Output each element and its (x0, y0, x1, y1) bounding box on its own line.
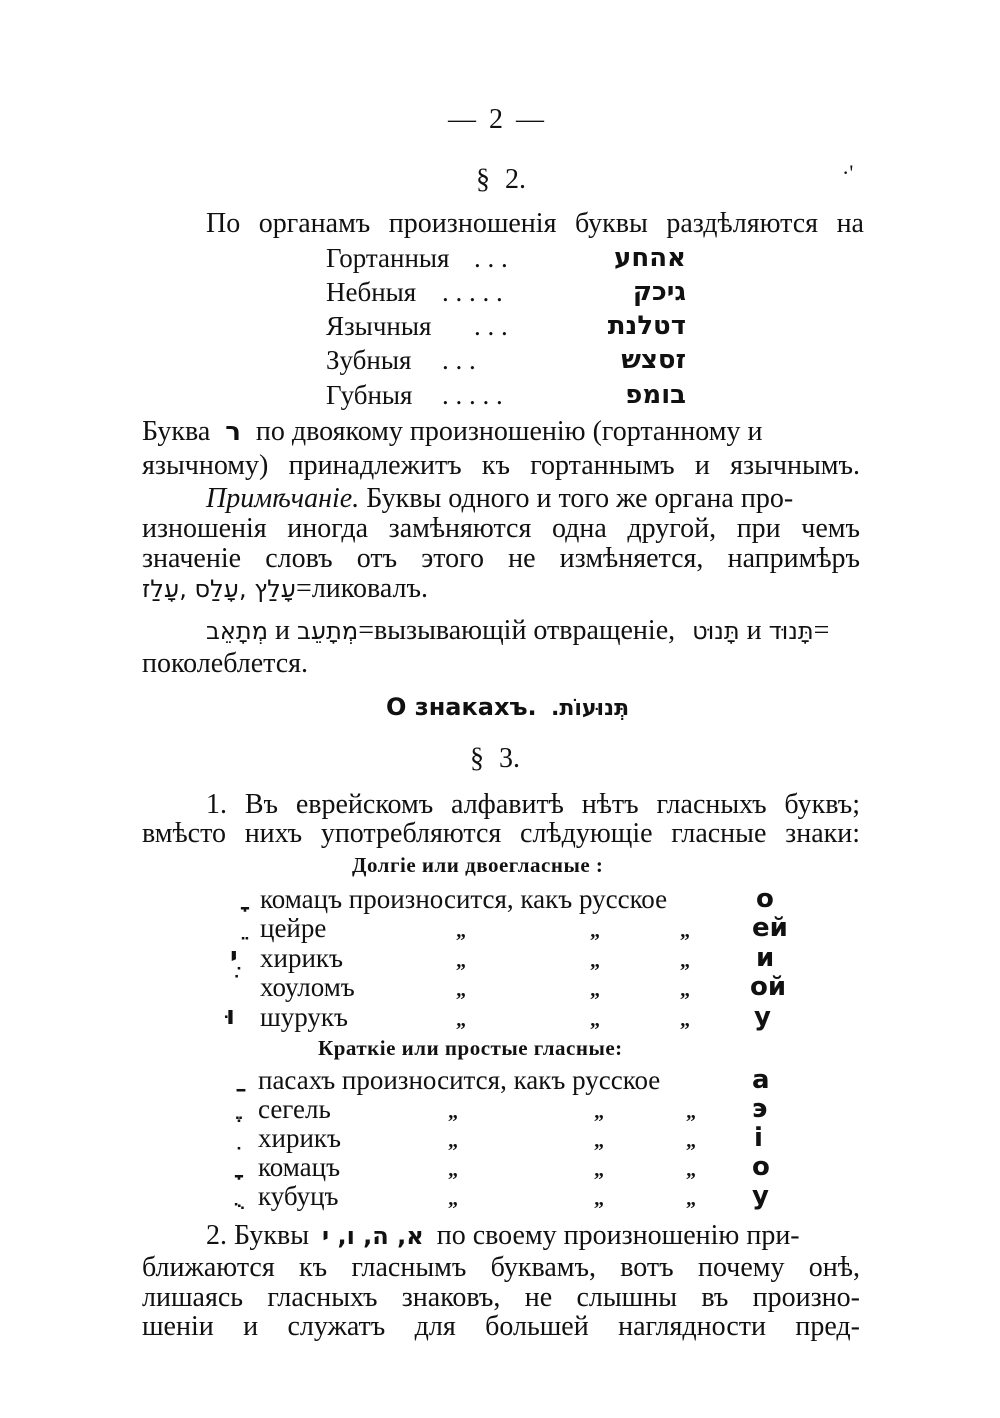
russian-sound: у (754, 1002, 771, 1032)
ditto-mark: „ (456, 950, 466, 972)
vowel-name: шурукъ (260, 1002, 349, 1032)
signs-heading (386, 693, 629, 721)
example-hebrew: תָּנוּד (768, 617, 814, 645)
ditto-mark: „ (456, 979, 466, 1001)
vowel-name: хирикъ (260, 943, 343, 973)
section-3-p2-line-3: лишаясь гласныхъ знаковъ, не слышны въ произно- (142, 1282, 860, 1313)
section-3-heading: § 3. (470, 743, 520, 774)
leader-dots: . . . (474, 243, 508, 273)
ditto-mark: „ (686, 1159, 696, 1181)
example-hebrew: מְתָאֵב (206, 617, 268, 645)
ditto-mark: „ (594, 1101, 604, 1123)
ditto-mark: „ (686, 1188, 696, 1210)
text: Буква (142, 416, 211, 447)
ditto-mark: „ (594, 1188, 604, 1210)
russian-sound: о (752, 1152, 770, 1182)
text: = (813, 615, 830, 646)
vowel-name: сегель (258, 1094, 331, 1124)
letter-group-name: Гортанныя (326, 243, 450, 273)
signs-heading-hebrew: תְּנוּעוֹת. (550, 696, 630, 721)
text: Буквы одного и того же органа про- (366, 483, 794, 514)
corner-mark: ·' (842, 160, 854, 185)
hebrew-letters: אהחע (614, 243, 686, 273)
russian-sound: ей (752, 913, 788, 943)
vowel-name: кубуцъ (258, 1181, 339, 1211)
example-hebrew: עָלַץ ,עָלַס ,עָלַז (142, 575, 297, 603)
hebrew-letters: גיכק (632, 277, 686, 307)
example-meaning: =вызывающій отвращеніе, (358, 615, 676, 646)
resh-paragraph-line-1 (142, 416, 860, 448)
note-label: Примѣчаніе. (206, 483, 360, 514)
leader-dots: . . . (442, 345, 476, 375)
text: по двоякому произношенію (гортанному и (255, 416, 763, 447)
example-3-meaning: поколеблется. (142, 648, 309, 679)
ditto-mark: „ (448, 1159, 458, 1181)
vowel-mark: ִי (230, 942, 238, 972)
ditto-mark: „ (594, 1159, 604, 1181)
ditto-mark: „ (590, 950, 600, 972)
ditto-mark: „ (590, 920, 600, 942)
section-2-intro: По органамъ произношенія буквы раздѣляются на (206, 208, 864, 239)
example-2 (206, 615, 829, 647)
note-line-1 (206, 483, 860, 515)
text: 2. Буквы (206, 1220, 310, 1251)
letter-group-name: Зубныя (326, 345, 412, 375)
example-hebrew: תָּנוּט (692, 617, 740, 645)
hebrew-letters: זסצש (621, 345, 686, 375)
ditto-mark: „ (448, 1188, 458, 1210)
ditto-mark: „ (448, 1130, 458, 1152)
section-3-p1-line-2: вмѣсто нихъ употребляются слѣдующіе гласные знаки: (142, 818, 860, 849)
resh-letter: ר (225, 417, 241, 447)
ditto-mark: „ (448, 1101, 458, 1123)
page-number: — 2 — (448, 104, 547, 135)
letter-group-name: Губныя (326, 380, 413, 410)
signs-heading-text: О знакахъ. (386, 693, 537, 721)
ditto-mark: „ (680, 950, 690, 972)
russian-sound: и (756, 943, 775, 973)
hebrew-letters: בומפ (625, 380, 686, 410)
note-line-2: изношенія иногда замѣняются одна другой, при чемъ (142, 513, 860, 544)
russian-sound: і (754, 1123, 763, 1153)
hebrew-letters: א, ה, ו, י (322, 1222, 424, 1250)
ditto-mark: „ (590, 1009, 600, 1031)
vowel-name: хирикъ (258, 1123, 341, 1153)
ditto-mark: „ (680, 979, 690, 1001)
ditto-mark: „ (456, 920, 466, 942)
example-1 (142, 573, 428, 605)
long-vowels-heading: Долгіе или двоегласные : (352, 853, 604, 877)
russian-sound: у (752, 1181, 769, 1211)
text: и (746, 615, 762, 646)
ditto-mark: „ (686, 1101, 696, 1123)
section-3-p2-line-1 (206, 1220, 800, 1252)
russian-sound: а (752, 1065, 770, 1095)
ditto-mark: „ (686, 1130, 696, 1152)
ditto-mark: „ (594, 1130, 604, 1152)
letter-group-name: Небныя (326, 277, 417, 307)
section-3-p1-line-1: 1. Въ еврейскомъ алфавитѣ нѣтъ гласныхъ буквъ; (206, 789, 860, 820)
ditto-mark: „ (680, 1009, 690, 1031)
letter-group-name: Язычныя (326, 311, 432, 341)
vowel-name: комацъ произносится, какъ русское (260, 884, 668, 914)
russian-sound: э (752, 1094, 768, 1124)
text: и (275, 615, 290, 646)
ditto-mark: „ (680, 920, 690, 942)
ditto-mark: „ (456, 1009, 466, 1031)
section-2-heading: § 2. (476, 164, 526, 195)
leader-dots: . . . (474, 311, 508, 341)
hebrew-letters: דטלנת (607, 311, 686, 341)
russian-sound: ой (750, 972, 787, 1002)
short-vowels-heading: Краткіе или простые гласные: (318, 1036, 623, 1060)
example-hebrew: מְתָעֵב (296, 617, 359, 645)
russian-sound: о (756, 884, 774, 914)
leader-dots: . . . . . (442, 380, 503, 410)
ditto-mark: „ (590, 979, 600, 1001)
section-3-p2-line-2: ближаются къ гласнымъ буквамъ, вотъ почему онѣ, (142, 1252, 860, 1283)
vowel-name: хоуломъ (260, 972, 355, 1002)
vowel-name: пасахъ произносится, какъ русское (258, 1065, 661, 1095)
note-line-3: значеніе словъ отъ этого не измѣняется, напримѣръ (142, 543, 860, 574)
vowel-mark: וּ (226, 1001, 235, 1031)
section-3-p2-line-4: шеніи и служатъ для большей наглядности пред- (142, 1311, 860, 1342)
vowel-name: цейре (260, 913, 327, 943)
leader-dots: . . . . . (442, 277, 503, 307)
resh-paragraph-line-2: язычному) принадлежитъ къ гортаннымъ и язычнымъ. (142, 450, 860, 481)
example-meaning: =ликовалъ. (296, 573, 428, 604)
vowel-name: комацъ (258, 1152, 341, 1182)
text: по своему произношенію при- (436, 1220, 800, 1251)
